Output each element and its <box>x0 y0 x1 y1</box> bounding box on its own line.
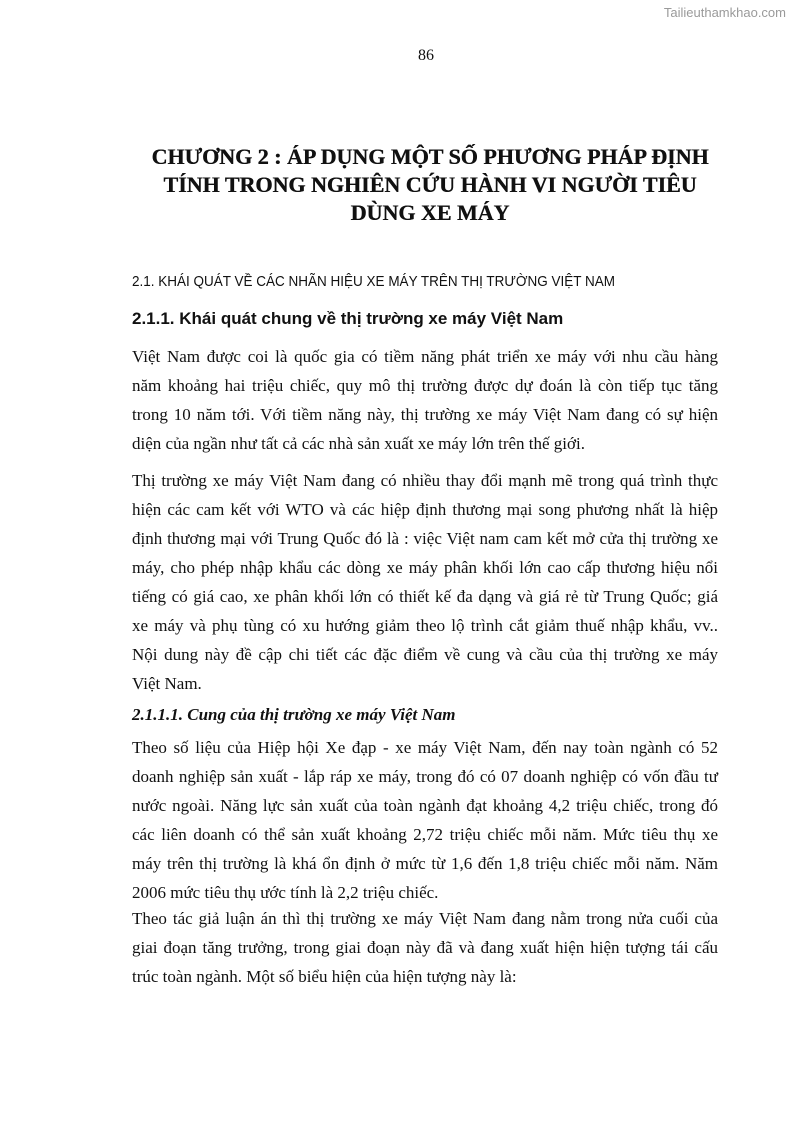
text-line: định thương mại với Trung Quốc đó là : việc Việt nam cam kết mở cửa thị trường xe <box>132 529 718 548</box>
section-heading-2-1-1: 2.1.1. Khái quát chung về thị trường xe máy Việt Nam <box>132 309 564 328</box>
text-line: trúc toàn ngành. Một số biểu hiện của hiện tượng này là: <box>132 967 517 986</box>
text-line: Thị trường xe máy Việt Nam đang có nhiều thay đổi mạnh mẽ trong quá trình thực <box>132 471 718 490</box>
chapter-title-line: CHƯƠNG 2 : ÁP DỤNG MỘT SỐ PHƯƠNG PHÁP ĐỊNH <box>151 144 709 169</box>
paragraph-2 <box>132 466 718 698</box>
chapter-title-line: TÍNH TRONG NGHIÊN CỨU HÀNH VI NGƯỜI TIÊU <box>163 172 697 197</box>
paragraph-3 <box>132 733 718 907</box>
text-line: Theo tác giả luận án thì thị trường xe máy Việt Nam đang nằm trong nửa cuối của <box>132 909 718 928</box>
text-line: hiện các cam kết với WTO và các hiệp định thương mại song phương nhất là hiệp <box>132 500 718 519</box>
chapter-title <box>100 143 760 227</box>
page-number: 86 <box>418 47 434 64</box>
text-line: tiếng có giá cao, xe phân khối lớn có thiết kế đa dạng và giá rẻ từ Trung Quốc; giá <box>132 587 718 606</box>
section-heading-2-1: 2.1. KHÁI QUÁT VỀ CÁC NHÃN HIỆU XE MÁY TRÊN THỊ TRƯỜNG VIỆT NAM <box>132 273 615 290</box>
text-line: nước ngoài. Năng lực sản xuất của toàn ngành đạt khoảng 4,2 triệu chiếc, trong đó <box>132 796 718 815</box>
text-line: xe máy và phụ tùng có xu hướng giảm theo lộ trình cắt giảm thuế nhập khẩu, vv.. <box>132 616 718 635</box>
text-line: giai đoạn tăng trưởng, trong giai đoạn này đã và đang xuất hiện hiện tượng tái cấu <box>132 938 718 957</box>
paragraph-4 <box>132 904 718 991</box>
text-line: máy trên thị trường là khá ổn định ở mức từ 1,6 đến 1,8 triệu chiếc mỗi năm. Năm <box>132 854 718 873</box>
text-line: các liên doanh có thể sản xuất khoảng 2,72 triệu chiếc mỗi năm. Mức tiêu thụ xe <box>132 825 718 844</box>
text-line: Việt Nam. <box>132 674 202 693</box>
text-line: máy, cho phép nhập khẩu các dòng xe máy phân khối lớn cao cấp thương hiệu nổi <box>132 558 718 577</box>
text-line: năm khoảng hai triệu chiếc, quy mô thị trường được dự đoán là còn tiếp tục tăng <box>132 376 718 395</box>
text-line: diện của ngần như tất cả các nhà sản xuất xe máy lớn trên thế giới. <box>132 434 585 453</box>
text-line: Theo số liệu của Hiệp hội Xe đạp - xe máy Việt Nam, đến nay toàn ngành có 52 <box>132 738 718 757</box>
section-heading-2-1-1-1: 2.1.1.1. Cung của thị trường xe máy Việt Nam <box>132 705 456 724</box>
text-line: 2006 mức tiêu thụ ước tính là 2,2 triệu chiếc. <box>132 883 439 902</box>
text-line: Nội dung này đề cập chi tiết các đặc điểm về cung và cầu của thị trường xe máy <box>132 645 718 664</box>
text-line: doanh nghiệp sản xuất - lắp ráp xe máy, trong đó có 07 doanh nghiệp có vốn đầu tư <box>132 767 718 786</box>
text-line: trong 10 năm tới. Với tiềm năng này, thị trường xe máy Việt Nam đang có sự hiện <box>132 405 718 424</box>
text-line: Việt Nam được coi là quốc gia có tiềm năng phát triển xe máy với nhu cầu hàng <box>132 347 718 366</box>
paragraph-1 <box>132 342 718 458</box>
watermark: Tailieuthamkhao.com <box>663 5 786 20</box>
chapter-title-line: DÙNG XE MÁY <box>350 200 510 225</box>
